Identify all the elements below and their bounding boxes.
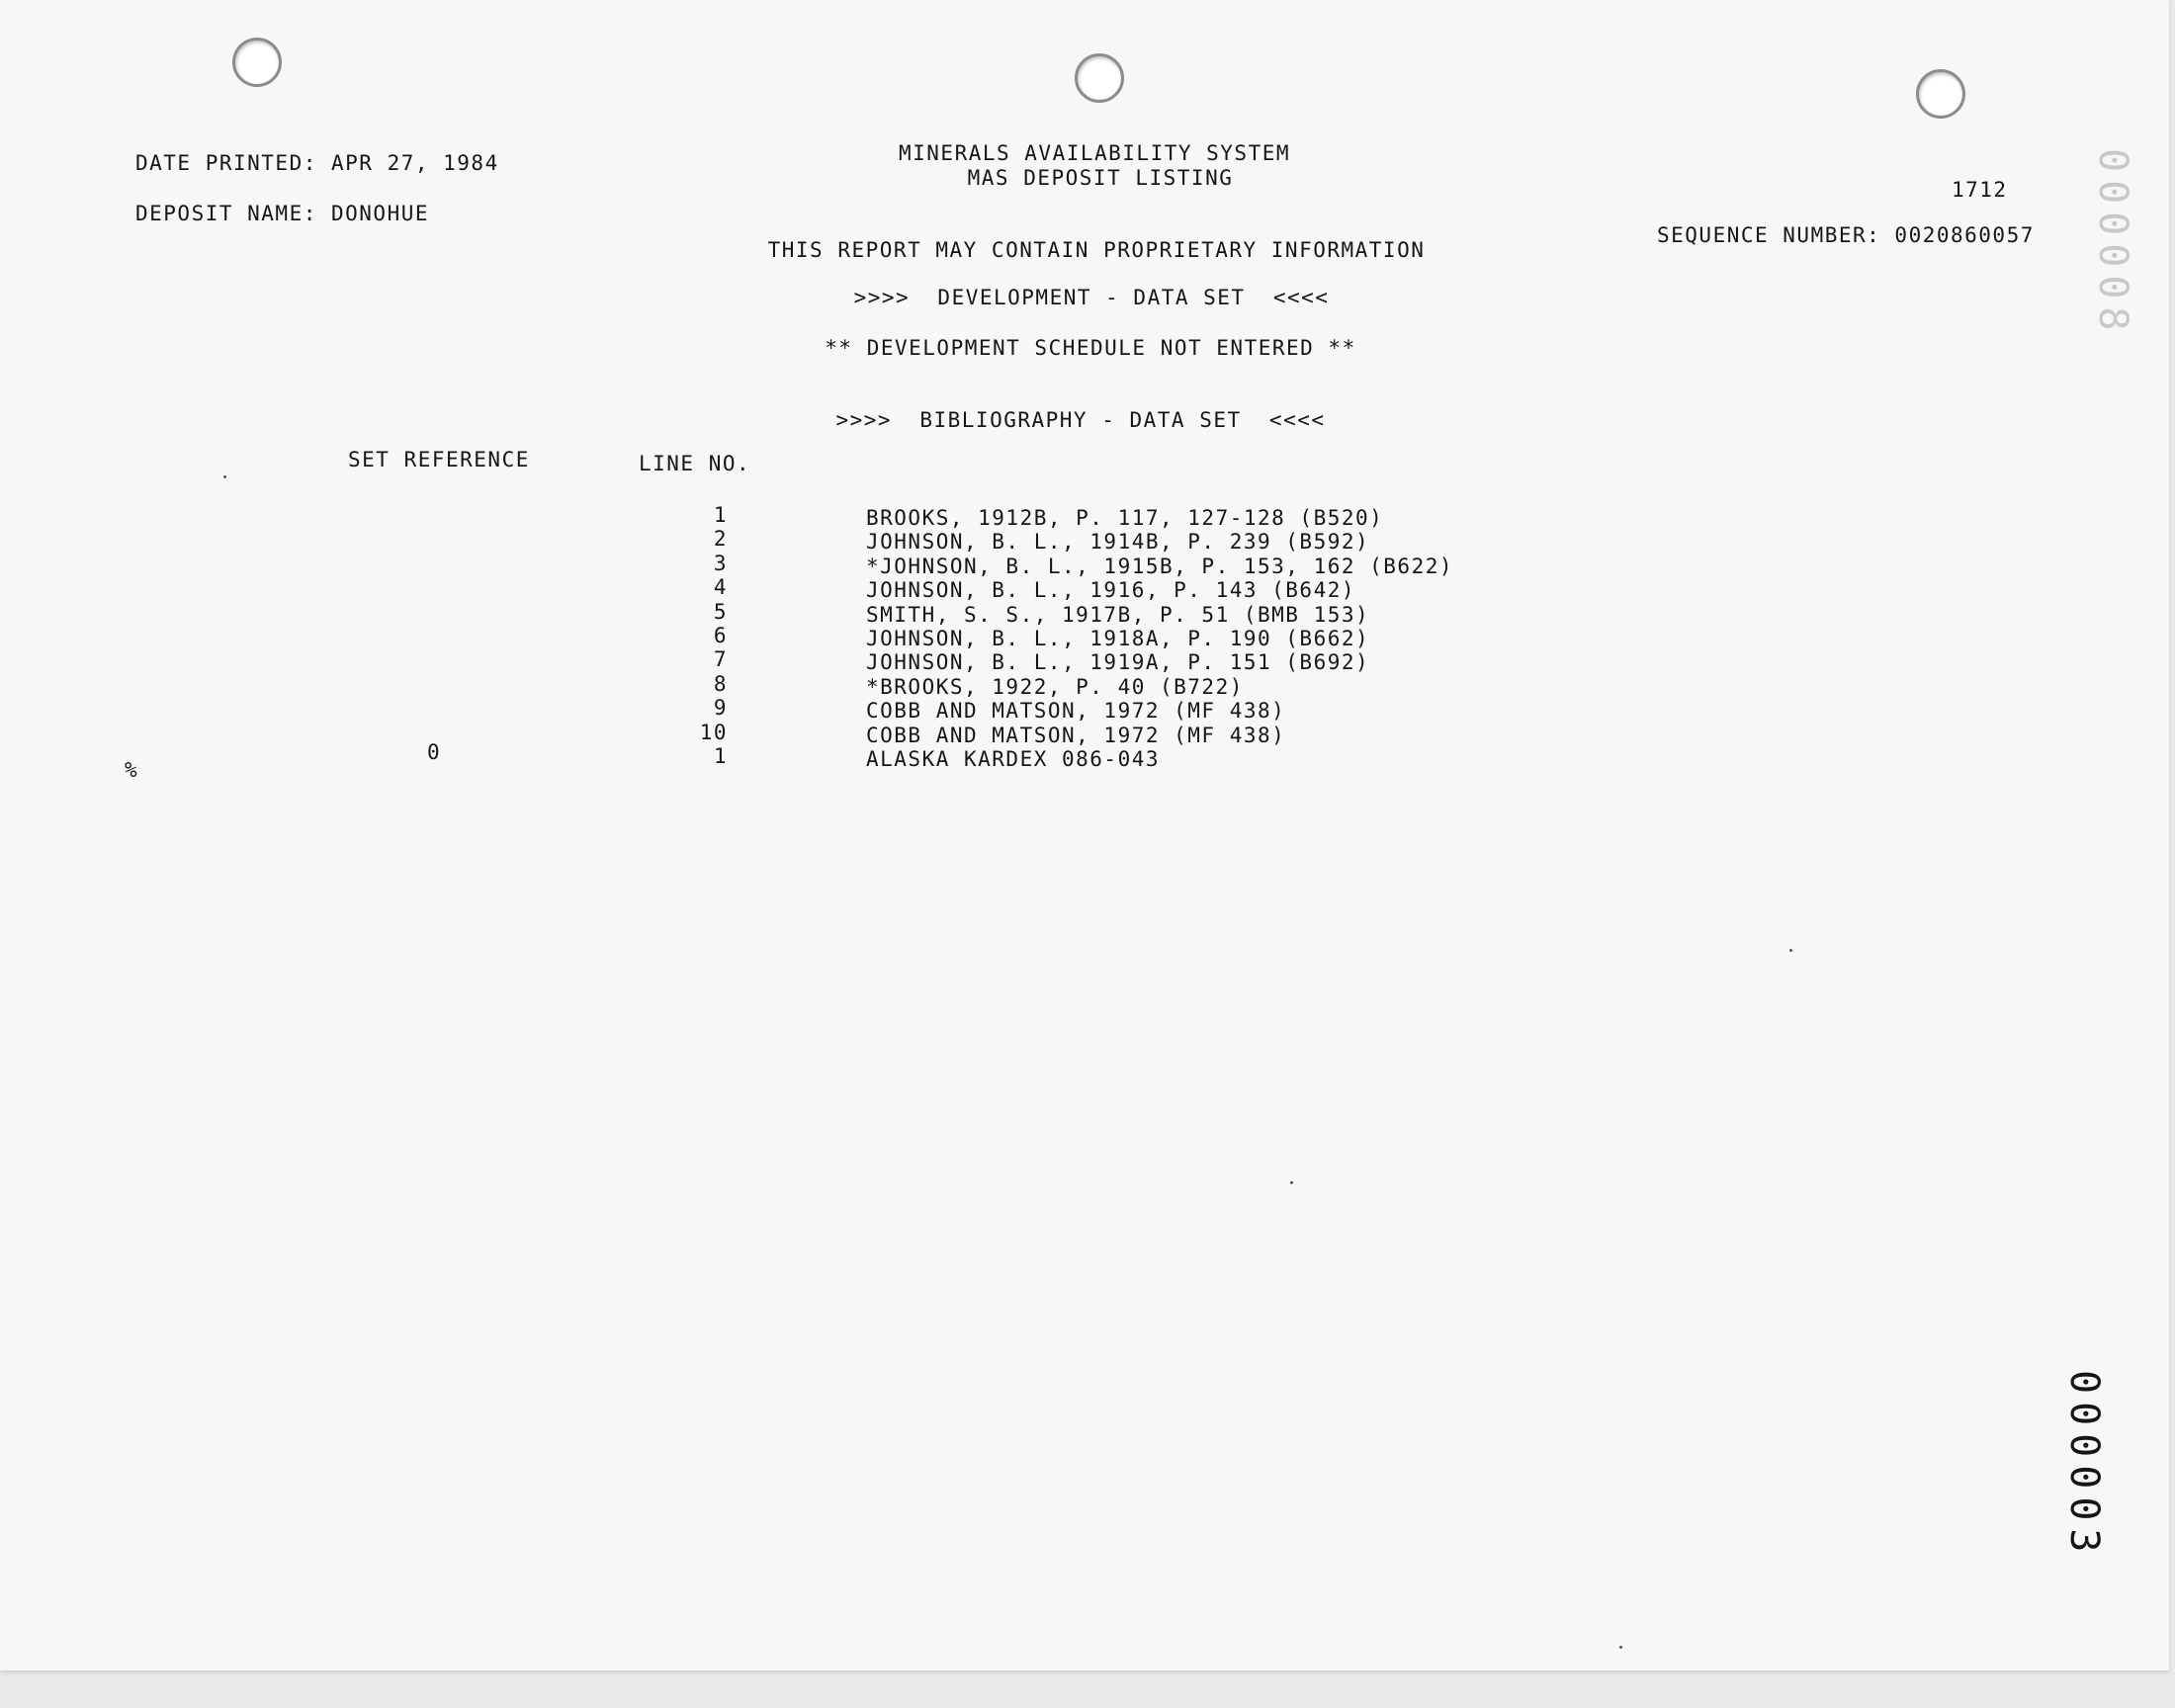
bibliography-line-number: 5 xyxy=(713,599,728,624)
bibliography-reference: JOHNSON, B. L., 1918A, P. 190 (B662) xyxy=(866,626,1370,650)
development-note: ** DEVELOPMENT SCHEDULE NOT ENTERED ** xyxy=(825,336,1356,360)
bibliography-line-number: 3 xyxy=(713,551,728,575)
bibliography-reference: ALASKA KARDEX 086-043 xyxy=(866,746,1161,771)
bibliography-line-number: 1 xyxy=(713,743,728,768)
date-printed: DATE PRINTED: APR 27, 1984 xyxy=(135,151,499,175)
set-reference-value: 0 xyxy=(427,740,442,764)
punch-hole-center xyxy=(1075,53,1124,103)
bibliography-reference: JOHNSON, B. L., 1914B, P. 239 (B592) xyxy=(866,530,1370,555)
line-number-column xyxy=(676,503,728,768)
bibliography-reference: COBB AND MATSON, 1972 (MF 438) xyxy=(866,699,1286,724)
specks xyxy=(223,475,226,478)
bibliography-reference: COBB AND MATSON, 1972 (MF 438) xyxy=(866,723,1286,747)
bibliography-line-number: 8 xyxy=(713,671,728,696)
line-no-header: LINE NO. xyxy=(639,452,751,475)
margin-mark: % xyxy=(125,758,139,782)
listing-title: MAS DEPOSIT LISTING xyxy=(967,166,1234,190)
stamp-bottom-right: 000003 xyxy=(2061,1370,2107,1561)
system-title: MINERALS AVAILABILITY SYSTEM xyxy=(898,141,1291,165)
bibliography-line-number: 2 xyxy=(713,527,728,552)
bibliography-line-number: 7 xyxy=(713,647,728,672)
bibliography-line-number: 9 xyxy=(713,696,728,721)
sequence-number: SEQUENCE NUMBER: 0020860057 xyxy=(1657,223,2035,247)
bibliography-reference: *BROOKS, 1922, P. 40 (B722) xyxy=(866,674,1244,699)
bibliography-heading: >>>> BIBLIOGRAPHY - DATA SET <<<< xyxy=(835,408,1326,432)
bibliography-reference: JOHNSON, B. L., 1919A, P. 151 (B692) xyxy=(866,650,1370,675)
punch-hole-right xyxy=(1916,69,1965,119)
bibliography-reference: JOHNSON, B. L., 1916, P. 143 (B642) xyxy=(866,578,1356,603)
bibliography-reference: BROOKS, 1912B, P. 117, 127-128 (B520) xyxy=(866,506,1384,530)
bibliography-reference: SMITH, S. S., 1917B, P. 51 (BMB 153) xyxy=(866,602,1370,627)
bibliography-line-number: 6 xyxy=(713,623,728,647)
bibliography-line-number: 10 xyxy=(699,720,728,744)
deposit-name: DEPOSIT NAME: DONOHUE xyxy=(135,202,430,225)
bibliography-reference: *JOHNSON, B. L., 1915B, P. 153, 162 (B622) xyxy=(866,554,1454,578)
page-number: 1712 xyxy=(1952,178,2008,202)
bibliography-line-number: 4 xyxy=(713,575,728,600)
proprietary-notice: THIS REPORT MAY CONTAIN PROPRIETARY INFORMATION xyxy=(767,238,1426,262)
punch-hole-left xyxy=(232,38,282,87)
development-heading: >>>> DEVELOPMENT - DATA SET <<<< xyxy=(853,286,1330,309)
stamp-top-right: 000008 xyxy=(2090,148,2135,339)
bibliography-line-number: 1 xyxy=(713,503,728,527)
reference-column xyxy=(866,506,1453,771)
set-reference-header: SET REFERENCE xyxy=(348,448,530,471)
